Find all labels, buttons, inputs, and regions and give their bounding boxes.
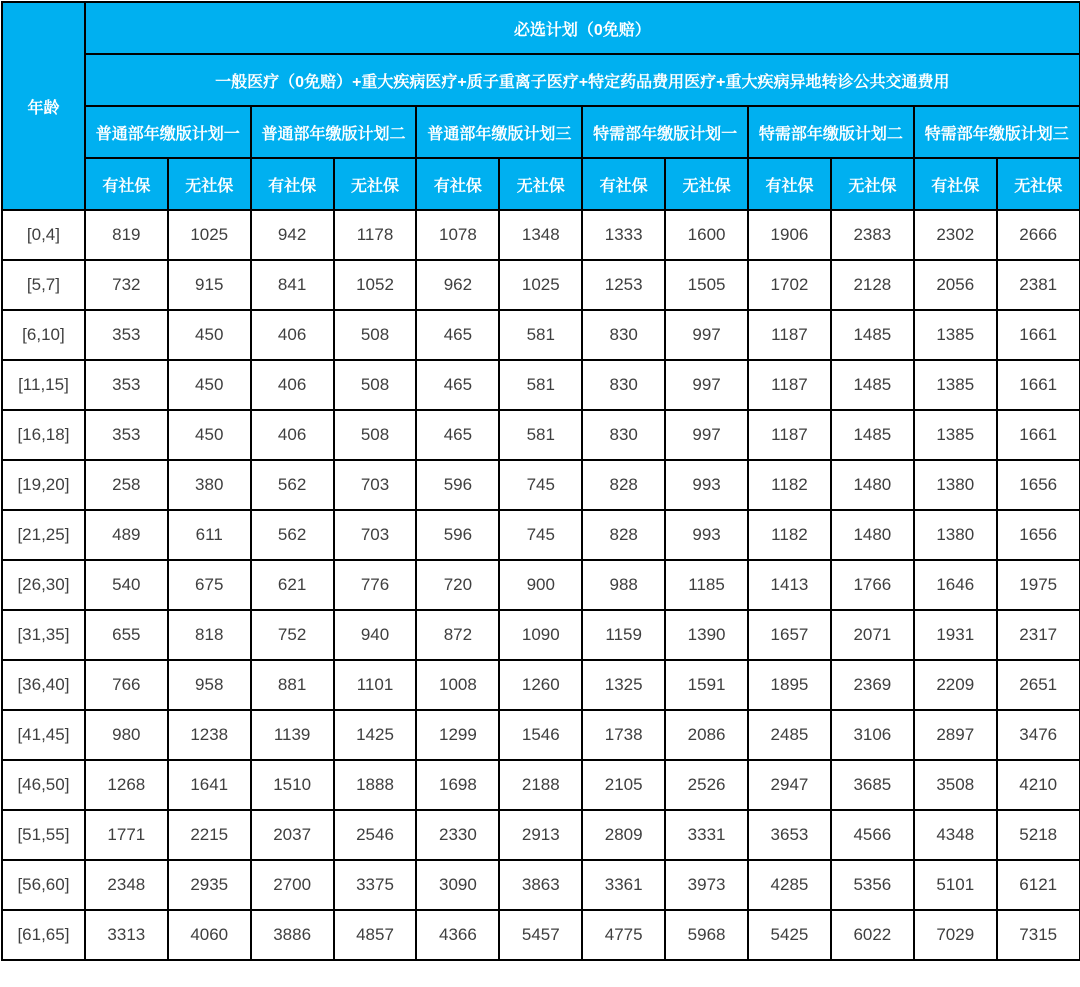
social-insurance-subheader: 有社保 [251, 158, 334, 210]
premium-cell: 1187 [748, 410, 831, 460]
table-row [2, 260, 1080, 310]
premium-cell: 1253 [582, 260, 665, 310]
premium-cell: 2546 [334, 810, 417, 860]
premium-cell: 1546 [499, 710, 582, 760]
premium-cell: 819 [85, 210, 168, 260]
premium-cell: 1025 [499, 260, 582, 310]
premium-cell: 1238 [168, 710, 251, 760]
premium-cell: 830 [582, 310, 665, 360]
premium-cell: 1101 [334, 660, 417, 710]
premium-cell: 596 [416, 510, 499, 560]
premium-cell: 732 [85, 260, 168, 310]
premium-cell: 940 [334, 610, 417, 660]
premium-cell: 1090 [499, 610, 582, 660]
premium-cell: 2215 [168, 810, 251, 860]
social-insurance-subheader: 无社保 [499, 158, 582, 210]
premium-cell: 1661 [997, 310, 1080, 360]
premium-cell: 2651 [997, 660, 1080, 710]
premium-cell: 1182 [748, 510, 831, 560]
premium-cell: 997 [665, 410, 748, 460]
premium-cell: 828 [582, 460, 665, 510]
premium-cell: 2666 [997, 210, 1080, 260]
premium-cell: 406 [251, 360, 334, 410]
premium-cell: 2700 [251, 860, 334, 910]
table-row [2, 310, 1080, 360]
age-range-cell: [26,30] [2, 560, 85, 610]
premium-cell: 1661 [997, 360, 1080, 410]
premium-cell: 596 [416, 460, 499, 510]
premium-cell: 2947 [748, 760, 831, 810]
table-row [2, 760, 1080, 810]
premium-cell: 1078 [416, 210, 499, 260]
premium-cell: 993 [665, 460, 748, 510]
premium-cell: 4566 [831, 810, 914, 860]
premium-cell: 621 [251, 560, 334, 610]
premium-cell: 1771 [85, 810, 168, 860]
premium-cell: 6022 [831, 910, 914, 960]
premium-cell: 1641 [168, 760, 251, 810]
premium-cell: 1025 [168, 210, 251, 260]
premium-cell: 872 [416, 610, 499, 660]
premium-cell: 1385 [914, 310, 997, 360]
premium-cell: 2913 [499, 810, 582, 860]
required-plan-group-header: 必选计划（0免赔） [85, 2, 1080, 54]
premium-cell: 745 [499, 510, 582, 560]
premium-cell: 4285 [748, 860, 831, 910]
premium-cell: 703 [334, 460, 417, 510]
premium-cell: 3973 [665, 860, 748, 910]
premium-cell: 4857 [334, 910, 417, 960]
premium-cell: 980 [85, 710, 168, 760]
premium-cell: 2485 [748, 710, 831, 760]
premium-cell: 993 [665, 510, 748, 560]
premium-cell: 1178 [334, 210, 417, 260]
premium-cell: 1380 [914, 460, 997, 510]
premium-cell: 1738 [582, 710, 665, 760]
premium-cell: 745 [499, 460, 582, 510]
table-row [2, 510, 1080, 560]
premium-cell: 1299 [416, 710, 499, 760]
premium-cell: 830 [582, 360, 665, 410]
social-insurance-subheader: 无社保 [334, 158, 417, 210]
premium-cell: 2348 [85, 860, 168, 910]
premium-cell: 465 [416, 310, 499, 360]
premium-cell: 581 [499, 360, 582, 410]
premium-cell: 540 [85, 560, 168, 610]
premium-cell: 465 [416, 410, 499, 460]
premium-cell: 915 [168, 260, 251, 310]
premium-cell: 2128 [831, 260, 914, 310]
premium-cell: 3361 [582, 860, 665, 910]
premium-cell: 2383 [831, 210, 914, 260]
premium-cell: 611 [168, 510, 251, 560]
premium-cell: 3375 [334, 860, 417, 910]
premium-cell: 1656 [997, 460, 1080, 510]
age-range-cell: [56,60] [2, 860, 85, 910]
age-range-cell: [41,45] [2, 710, 85, 760]
premium-cell: 406 [251, 310, 334, 360]
premium-cell: 353 [85, 360, 168, 410]
premium-cell: 1260 [499, 660, 582, 710]
premium-cell: 1333 [582, 210, 665, 260]
plan-header-6: 特需部年缴版计划三 [914, 106, 1080, 158]
premium-cell: 489 [85, 510, 168, 560]
premium-cell: 1187 [748, 310, 831, 360]
header-row-coverage [2, 54, 1080, 106]
table-row [2, 860, 1080, 910]
table-row [2, 660, 1080, 710]
premium-cell: 1698 [416, 760, 499, 810]
premium-cell: 1425 [334, 710, 417, 760]
social-insurance-subheader: 有社保 [582, 158, 665, 210]
premium-cell: 828 [582, 510, 665, 560]
premium-cell: 7029 [914, 910, 997, 960]
premium-cell: 465 [416, 360, 499, 410]
premium-cell: 5356 [831, 860, 914, 910]
premium-cell: 4210 [997, 760, 1080, 810]
premium-cell: 1485 [831, 360, 914, 410]
premium-cell: 1485 [831, 410, 914, 460]
premium-cell: 3090 [416, 860, 499, 910]
social-insurance-subheader: 有社保 [416, 158, 499, 210]
premium-cell: 450 [168, 410, 251, 460]
premium-cell: 353 [85, 310, 168, 360]
premium-cell: 1348 [499, 210, 582, 260]
premium-cell: 1505 [665, 260, 748, 310]
premium-cell: 4060 [168, 910, 251, 960]
social-insurance-subheader: 无社保 [831, 158, 914, 210]
age-range-cell: [36,40] [2, 660, 85, 710]
premium-cell: 1187 [748, 360, 831, 410]
premium-cell: 3685 [831, 760, 914, 810]
premium-cell: 2188 [499, 760, 582, 810]
premium-cell: 2302 [914, 210, 997, 260]
premium-cell: 353 [85, 410, 168, 460]
premium-cell: 2071 [831, 610, 914, 660]
premium-cell: 581 [499, 410, 582, 460]
premium-cell: 720 [416, 560, 499, 610]
age-range-cell: [6,10] [2, 310, 85, 360]
age-column-header: 年龄 [2, 2, 85, 210]
premium-cell: 1052 [334, 260, 417, 310]
premium-cell: 1485 [831, 310, 914, 360]
premium-cell: 818 [168, 610, 251, 660]
premium-cell: 2935 [168, 860, 251, 910]
premium-cell: 406 [251, 410, 334, 460]
premium-cell: 7315 [997, 910, 1080, 960]
premium-cell: 3476 [997, 710, 1080, 760]
premium-cell: 3106 [831, 710, 914, 760]
age-range-cell: [5,7] [2, 260, 85, 310]
premium-cell: 2369 [831, 660, 914, 710]
premium-cell: 900 [499, 560, 582, 610]
premium-cell: 5425 [748, 910, 831, 960]
premium-cell: 2526 [665, 760, 748, 810]
age-range-cell: [0,4] [2, 210, 85, 260]
premium-cell: 2330 [416, 810, 499, 860]
age-range-cell: [16,18] [2, 410, 85, 460]
premium-cell: 881 [251, 660, 334, 710]
age-range-cell: [21,25] [2, 510, 85, 560]
plan-header-3: 普通部年缴版计划三 [416, 106, 582, 158]
premium-cell: 1390 [665, 610, 748, 660]
age-range-cell: [31,35] [2, 610, 85, 660]
premium-cell: 6121 [997, 860, 1080, 910]
social-insurance-subheader: 有社保 [748, 158, 831, 210]
premium-cell: 3653 [748, 810, 831, 860]
table-row [2, 910, 1080, 960]
premium-cell: 997 [665, 310, 748, 360]
header-row-social-insurance [2, 158, 1080, 210]
premium-cell: 1139 [251, 710, 334, 760]
premium-cell: 830 [582, 410, 665, 460]
premium-cell: 380 [168, 460, 251, 510]
premium-cell: 1380 [914, 510, 997, 560]
premium-cell: 1385 [914, 360, 997, 410]
premium-cell: 1661 [997, 410, 1080, 460]
premium-cell: 2317 [997, 610, 1080, 660]
premium-cell: 841 [251, 260, 334, 310]
premium-cell: 1888 [334, 760, 417, 810]
premium-cell: 703 [334, 510, 417, 560]
premium-cell: 258 [85, 460, 168, 510]
premium-cell: 2897 [914, 710, 997, 760]
premium-cell: 2037 [251, 810, 334, 860]
premium-cell: 1510 [251, 760, 334, 810]
plan-header-4: 特需部年缴版计划一 [582, 106, 748, 158]
plan-header-5: 特需部年缴版计划二 [748, 106, 914, 158]
table-row [2, 560, 1080, 610]
age-range-cell: [51,55] [2, 810, 85, 860]
social-insurance-subheader: 无社保 [665, 158, 748, 210]
social-insurance-subheader: 有社保 [914, 158, 997, 210]
table-row [2, 410, 1080, 460]
premium-cell: 1182 [748, 460, 831, 510]
premium-cell: 2105 [582, 760, 665, 810]
premium-cell: 5968 [665, 910, 748, 960]
premium-cell: 2056 [914, 260, 997, 310]
premium-cell: 1975 [997, 560, 1080, 610]
table-row [2, 610, 1080, 660]
premium-cell: 1906 [748, 210, 831, 260]
premium-cell: 450 [168, 310, 251, 360]
premium-cell: 1480 [831, 510, 914, 560]
premium-cell: 988 [582, 560, 665, 610]
premium-table-body [2, 210, 1080, 960]
premium-cell: 508 [334, 360, 417, 410]
age-range-cell: [46,50] [2, 760, 85, 810]
table-row [2, 210, 1080, 260]
premium-cell: 3313 [85, 910, 168, 960]
premium-cell: 2086 [665, 710, 748, 760]
premium-cell: 4348 [914, 810, 997, 860]
table-row [2, 810, 1080, 860]
premium-cell: 3863 [499, 860, 582, 910]
premium-cell: 1159 [582, 610, 665, 660]
premium-cell: 3331 [665, 810, 748, 860]
table-row [2, 710, 1080, 760]
premium-cell: 1008 [416, 660, 499, 710]
premium-cell: 508 [334, 410, 417, 460]
premium-cell: 4366 [416, 910, 499, 960]
premium-cell: 958 [168, 660, 251, 710]
premium-cell: 776 [334, 560, 417, 610]
premium-cell: 997 [665, 360, 748, 410]
premium-cell: 1185 [665, 560, 748, 610]
premium-cell: 1766 [831, 560, 914, 610]
premium-cell: 675 [168, 560, 251, 610]
premium-cell: 5457 [499, 910, 582, 960]
premium-cell: 1702 [748, 260, 831, 310]
header-row-top [2, 2, 1080, 54]
premium-cell: 1600 [665, 210, 748, 260]
premium-cell: 1325 [582, 660, 665, 710]
age-range-cell: [61,65] [2, 910, 85, 960]
premium-cell: 581 [499, 310, 582, 360]
premium-cell: 1656 [997, 510, 1080, 560]
table-row [2, 360, 1080, 410]
premium-cell: 1895 [748, 660, 831, 710]
premium-cell: 1646 [914, 560, 997, 610]
premium-table [1, 1, 1080, 961]
premium-cell: 2809 [582, 810, 665, 860]
premium-cell: 1385 [914, 410, 997, 460]
premium-cell: 2381 [997, 260, 1080, 310]
premium-cell: 942 [251, 210, 334, 260]
premium-cell: 1591 [665, 660, 748, 710]
premium-cell: 450 [168, 360, 251, 410]
premium-cell: 3886 [251, 910, 334, 960]
premium-cell: 1480 [831, 460, 914, 510]
social-insurance-subheader: 无社保 [168, 158, 251, 210]
premium-cell: 1657 [748, 610, 831, 660]
age-range-cell: [19,20] [2, 460, 85, 510]
premium-cell: 752 [251, 610, 334, 660]
premium-table-header [2, 2, 1080, 210]
premium-cell: 562 [251, 460, 334, 510]
premium-cell: 1268 [85, 760, 168, 810]
header-row-plans [2, 106, 1080, 158]
premium-cell: 508 [334, 310, 417, 360]
table-row [2, 460, 1080, 510]
premium-cell: 766 [85, 660, 168, 710]
plan-header-2: 普通部年缴版计划二 [251, 106, 417, 158]
premium-cell: 4775 [582, 910, 665, 960]
premium-cell: 562 [251, 510, 334, 560]
premium-cell: 5101 [914, 860, 997, 910]
premium-cell: 655 [85, 610, 168, 660]
plan-header-1: 普通部年缴版计划一 [85, 106, 251, 158]
coverage-description-header: 一般医疗（0免赔）+重大疾病医疗+质子重离子医疗+特定药品费用医疗+重大疾病异地转诊公共交通费用 [85, 54, 1080, 106]
premium-cell: 2209 [914, 660, 997, 710]
premium-cell: 1413 [748, 560, 831, 610]
social-insurance-subheader: 有社保 [85, 158, 168, 210]
social-insurance-subheader: 无社保 [997, 158, 1080, 210]
premium-cell: 5218 [997, 810, 1080, 860]
age-range-cell: [11,15] [2, 360, 85, 410]
premium-cell: 3508 [914, 760, 997, 810]
premium-cell: 962 [416, 260, 499, 310]
premium-cell: 1931 [914, 610, 997, 660]
